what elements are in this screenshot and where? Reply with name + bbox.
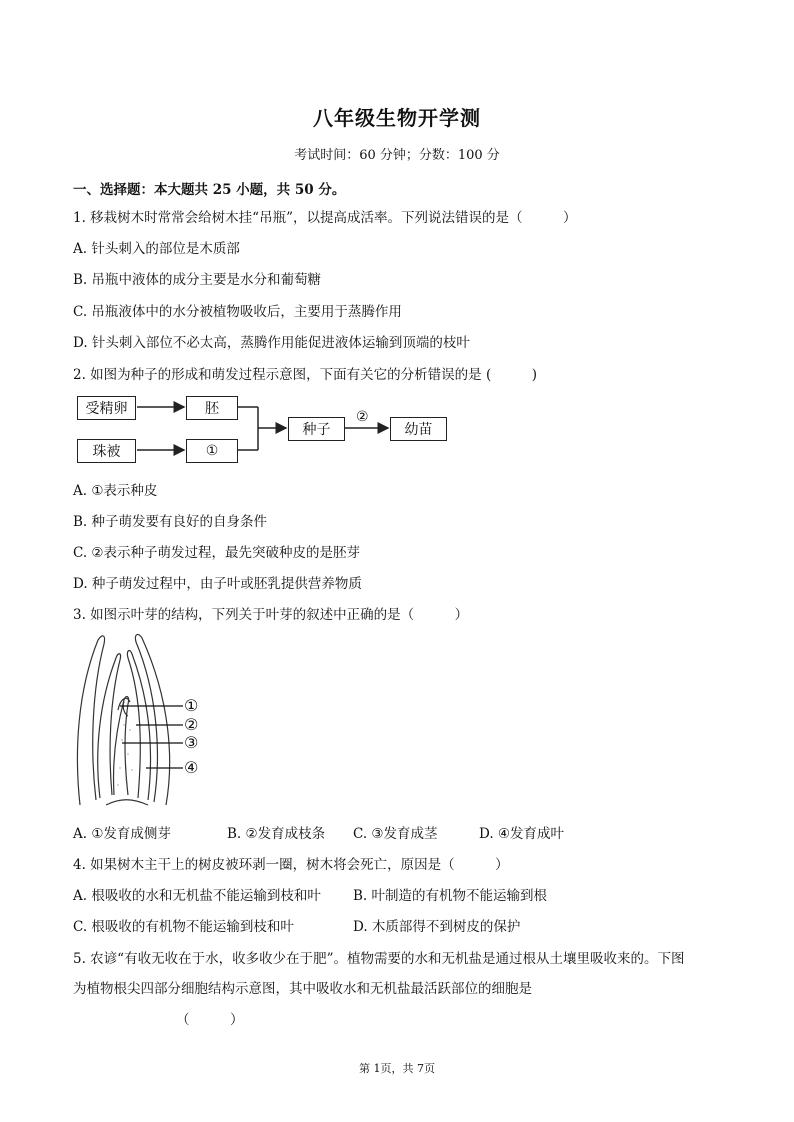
exam-info: 考试时间：60 分钟；分数：100 分 [294,148,500,163]
seed-box: 种子 [288,417,345,441]
q4-option-c: C. 根吸收的有机物不能运输到枝和叶 [73,919,294,935]
page-footer: 第 1页，共 7页 [359,1062,435,1075]
fertilized-egg-box: 受精卵 [77,396,136,420]
section-heading: 一、选择题：本大题共 25 小题，共 50 分。 [73,182,346,198]
integument-box: 珠被 [77,439,136,463]
q1-option-b: B. 吊瓶中液体的成分主要是水分和葡萄糖 [73,272,322,288]
q4-option-d: D. 木质部得不到树皮的保护 [353,919,521,935]
q5-stem-line2: 为植物根尖四部分细胞结构示意图，其中吸收水和无机盐最活跃部位的细胞是 [73,981,532,997]
q4-stem: 4. 如果树木主干上的树皮被环剥一圈，树木将会死亡，原因是（ ） [73,857,509,873]
leaf-bud-label-2: ② [184,715,199,734]
q1-option-d: D. 针头刺入部位不必太高，蒸腾作用能促进液体运输到顶端的枝叶 [73,335,470,351]
q2-option-a: A. ①表示种皮 [73,483,158,499]
q1-stem: 1. 移栽树木时常常会给树木挂“吊瓶”，以提高成活率。下列说法错误的是（ ） [73,210,577,226]
q3-option-b: B. ②发育成枝条 [227,826,326,842]
q2-stem: 2. 如图为种子的形成和萌发过程示意图，下面有关它的分析错误的是 ( ) [73,367,537,383]
q2-option-c: C. ②表示种子萌发过程，最先突破种皮的是胚芽 [73,545,361,561]
seed-coat-mark-box: ① [186,439,238,463]
q5-stem-line1: 5. 农谚“有收无收在于水，收多收少在于肥”。植物需要的水和无机盐是通过根从土壤里吸收来的。下图 [73,951,685,967]
q1-option-c: C. 吊瓶液体中的水分被植物吸收后，主要用于蒸腾作用 [73,304,402,320]
q3-stem: 3. 如图示叶芽的结构，下列关于叶芽的叙述中正确的是（ ） [73,607,469,623]
q4-option-b: B. 叶制造的有机物不能运输到根 [353,888,548,904]
germination-mark: ② [356,409,369,425]
q2-option-b: B. 种子萌发要有良好的自身条件 [73,514,268,530]
leaf-bud-label-1: ① [184,696,199,715]
q3-option-c: C. ③发育成茎 [353,826,438,842]
q2-option-d: D. 种子萌发过程中，由子叶或胚乳提供营养物质 [73,576,362,592]
page-title: 八年级生物开学测 [313,106,481,130]
leaf-bud-drawing [70,630,190,810]
leaf-bud-label-3: ③ [184,733,199,752]
leaf-bud-label-4: ④ [184,758,199,777]
q5-answer-blank: （ ） [176,1012,244,1028]
seedling-box: 幼苗 [390,417,447,441]
q3-option-a: A. ①发育成侧芽 [73,826,171,842]
embryo-box: 胚 [186,396,238,420]
q3-option-d: D. ④发育成叶 [479,826,565,842]
q4-option-a: A. 根吸收的水和无机盐不能运输到枝和叶 [73,888,321,904]
q1-option-a: A. 针头刺入的部位是木质部 [73,241,240,257]
